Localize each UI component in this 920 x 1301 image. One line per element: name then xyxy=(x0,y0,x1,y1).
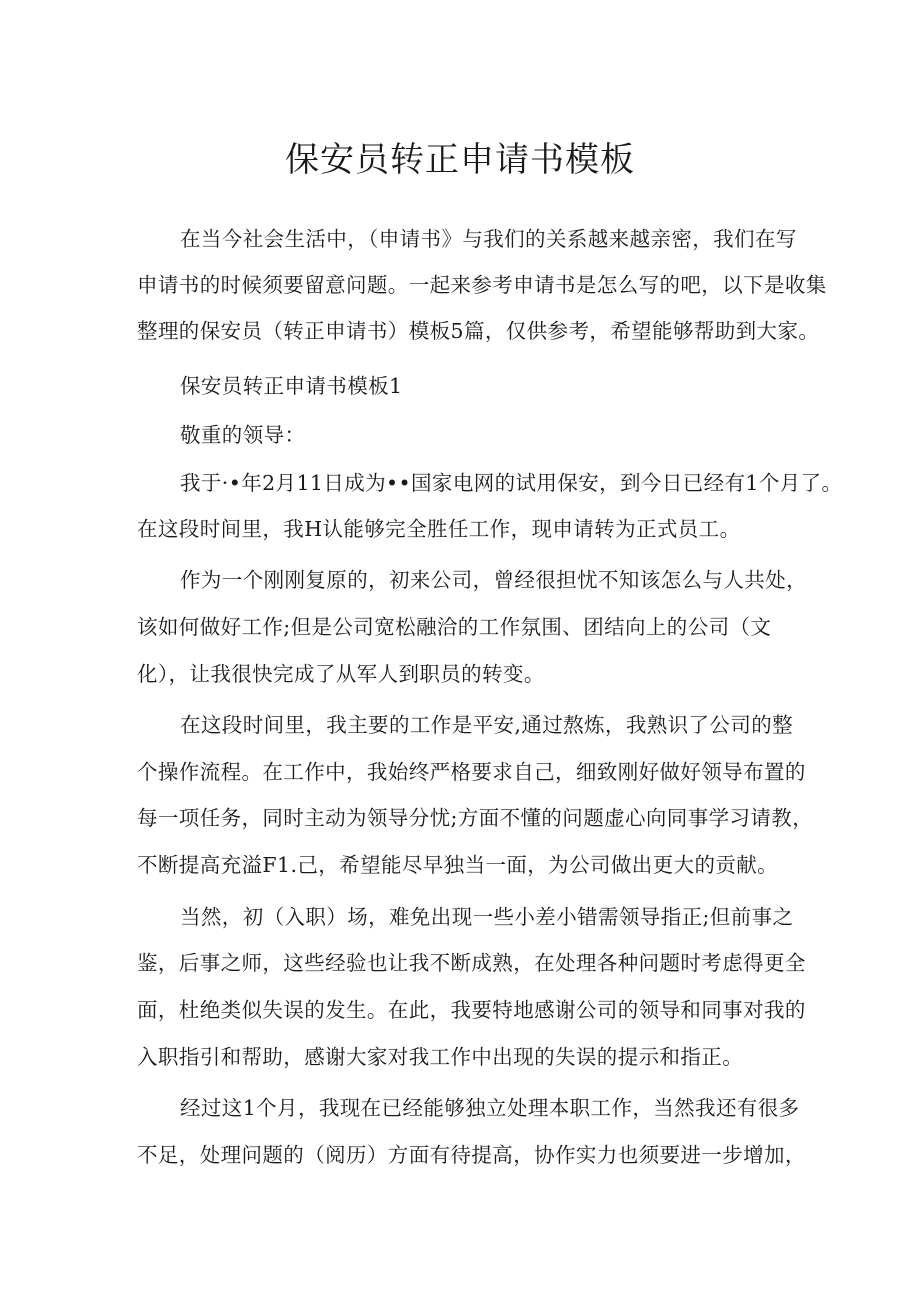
document-title: 保安员转正申请书模板 xyxy=(285,140,635,180)
paragraph-line: 不断提高充溢F1.己，希望能尽早独当一面，为公司做出更大的贡献。 xyxy=(137,853,779,877)
section-heading: 保安员转正申请书模板1 xyxy=(180,374,403,398)
paragraph-line: 入职指引和帮助，感谢大家对我工作中出现的失误的提示和指正。 xyxy=(137,1045,744,1069)
salutation: 敬重的领导： xyxy=(180,423,306,447)
paragraph-line: 作为一个刚刚复原的，初来公司，曾经很担忧不知该怎么与人共处， xyxy=(180,568,807,592)
paragraph-line: 鉴，后事之师，这些经验也让我不断成熟，在处理各种问题时考虑得更全 xyxy=(137,951,806,975)
paragraph-line: 经过这1个月，我现在已经能够独立处理本职工作，当然我还有很多 xyxy=(180,1096,800,1120)
paragraph-line: 该如何做好工作;但是公司宽松融洽的工作氛围、团结向上的公司（文 xyxy=(137,615,772,639)
paragraph-line: 我于·•年2月11日成为••国家电网的试用保安，到今日已经有1个月了。 xyxy=(180,471,843,495)
paragraph-line: 整理的保安员（转正申请书）模板5篇，仅供参考，希望能够帮助到大家。 xyxy=(137,319,820,343)
paragraph-line: 个操作流程。在工作中，我始终严格要求自己，细致刚好做好领导布置的 xyxy=(137,760,806,784)
paragraph-line: 在这段时间里，我H认能够完全胜任工作，现申请转为正式员工。 xyxy=(137,517,741,541)
paragraph-line: 化），让我很快完成了从军人到职员的转变。 xyxy=(137,662,545,686)
paragraph-line: 在当今社会生活中，（申请书》与我们的关系越来越亲密，我们在写 xyxy=(180,227,797,251)
paragraph-line: 不足，处理问题的（阅历）方面有待提高，协作实力也须要进一步增加， xyxy=(137,1143,806,1167)
paragraph-line: 申请书的时候须要留意问题。一起来参考申请书是怎么写的吧，以下是收集 xyxy=(137,273,827,297)
paragraph-line: 在这段时间里，我主要的工作是平安,通过熬炼，我熟识了公司的整 xyxy=(180,713,794,737)
paragraph-line: 每一项任务，同时主动为领导分忧;方面不懂的问题虚心向同事学习请教， xyxy=(137,806,814,830)
paragraph-line: 面，杜绝类似失误的发生。在此，我要特地感谢公司的领导和同事对我的 xyxy=(137,998,806,1022)
paragraph-line: 当然，初（入职）场，难免出现一些小差小错需领导指正;但前事之 xyxy=(180,905,794,929)
